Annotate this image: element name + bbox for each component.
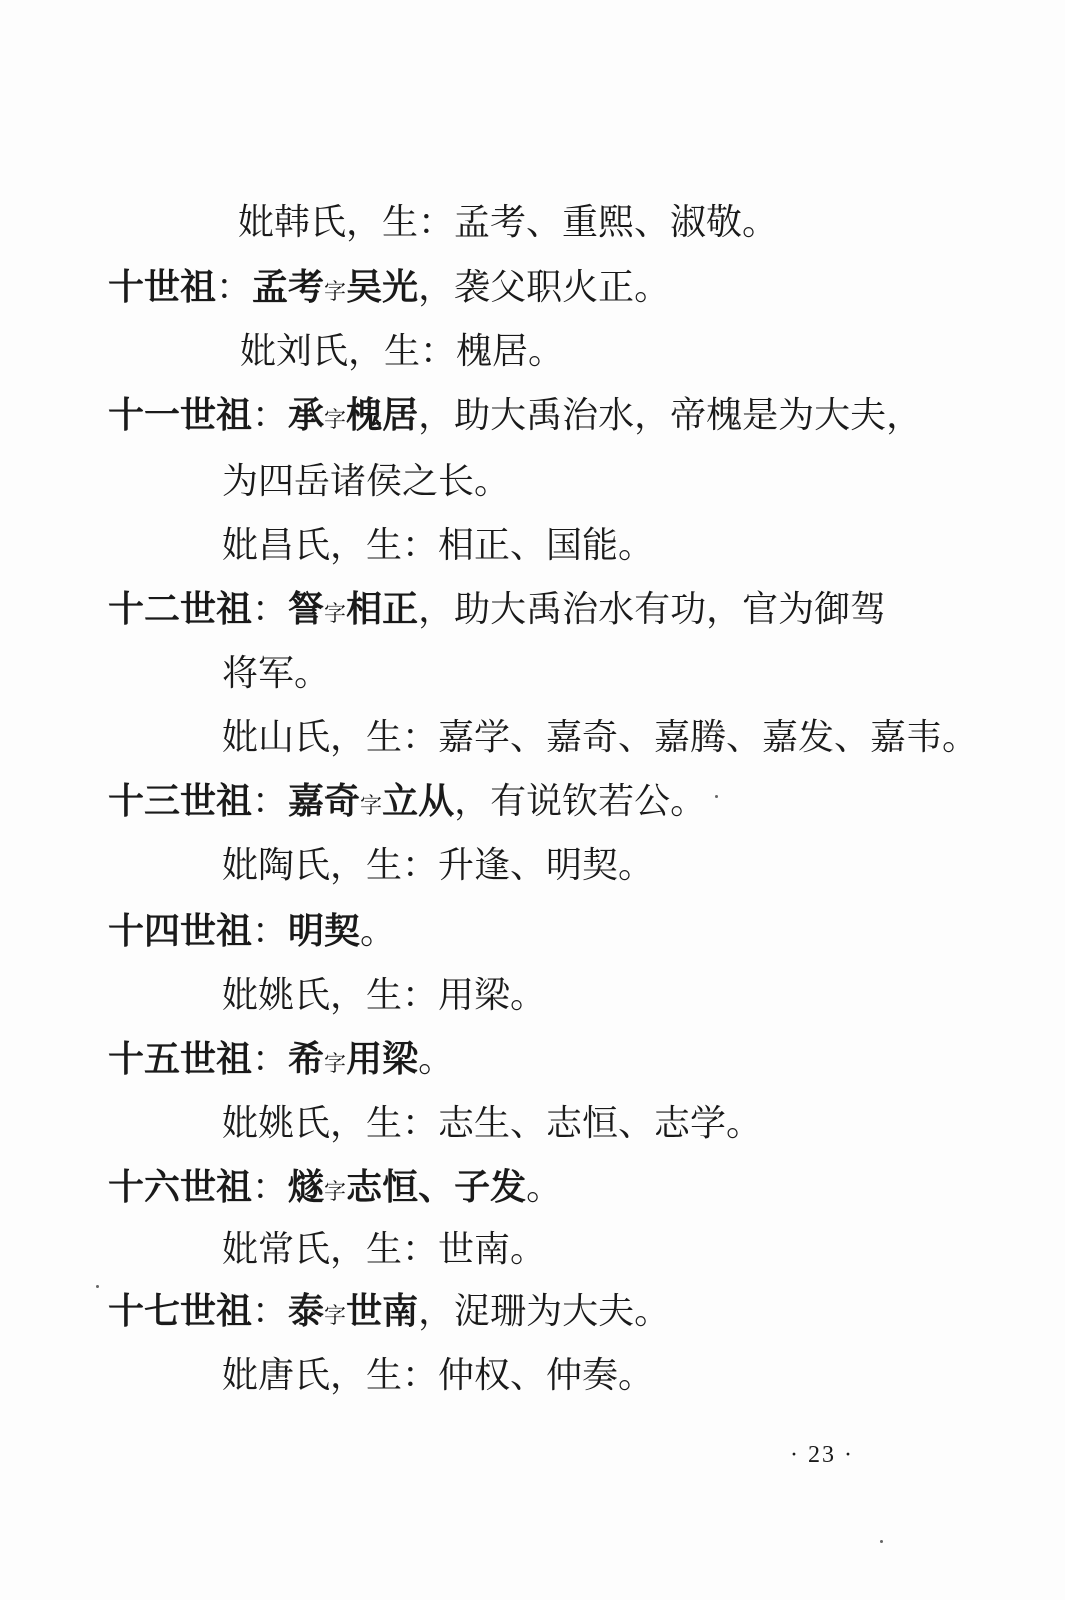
ancestor-heading [108,395,923,436]
generation-label: 十三世祖 [108,781,253,822]
courtesy-name: 志恒、子发 [346,1167,527,1208]
colon: ： [252,589,289,630]
ancestor-description: ，助大禹治水有功，官为御驾 [418,589,887,630]
scan-speck [96,1285,99,1288]
ancestor-heading [108,267,671,308]
colon: ： [216,267,253,308]
colon: ： [252,395,289,436]
generation-label: 十世祖 [108,267,217,308]
ancestor-name: 泰 [288,1291,325,1332]
generation-label: 十二世祖 [108,589,253,630]
courtesy-name: 相正 [346,589,419,630]
generation-label: 十六世祖 [108,1167,253,1208]
spouse-line: 妣韩氏，生：孟考、重熙、淑敬。 [238,202,779,243]
scan-speck [880,1540,883,1543]
spouse-line: 妣姚氏，生：志生、志恒、志学。 [222,1103,763,1144]
colon: ： [252,781,289,822]
colon: ： [252,1039,289,1080]
page-number: · 23 · [790,1442,854,1468]
spouse-line: 妣姚氏，生：用梁。 [222,975,547,1016]
ancestor-heading [108,781,707,822]
ancestor-heading [108,1167,563,1208]
courtesy-marker: 字 [324,602,347,627]
courtesy-name: 吴光 [346,267,419,308]
ancestor-description: ，有说钦若公。 [454,781,707,822]
ancestor-heading [108,589,887,630]
ancestor-description: ，浞珊为大夫。 [418,1291,671,1332]
generation-label: 十四世祖 [108,911,253,952]
ancestor-description: ，助大禹治水，帝槐是为大夫， [418,395,923,436]
courtesy-name: 槐居 [346,395,419,436]
colon: ： [252,1167,289,1208]
ancestor-description: 。 [360,911,397,952]
courtesy-marker: 字 [324,408,347,433]
ancestor-description: ，袭父职火正。 [418,267,671,308]
ancestor-name: 詧 [288,589,325,630]
generation-label: 十七世祖 [108,1291,253,1332]
ancestor-description: 。 [526,1167,563,1208]
spouse-line: 妣唐氏，生：仲权、仲奏。 [222,1355,655,1396]
spouse-line: 妣常氏，生：世南。 [222,1229,547,1270]
ancestor-name: 孟考 [252,267,325,308]
ancestor-heading [108,1039,455,1080]
courtesy-name: 立从 [382,781,455,822]
ancestor-name: 明契 [288,911,361,952]
courtesy-marker: 字 [324,1052,347,1077]
colon: ： [252,911,289,952]
courtesy-marker: 字 [324,1180,347,1205]
scan-speck [715,795,718,798]
continuation-line: 为四岳诸侯之长。 [222,461,511,502]
courtesy-marker: 字 [360,794,383,819]
ancestor-name: 嘉奇 [288,781,361,822]
ancestor-description: 。 [418,1039,455,1080]
continuation-line: 将军。 [222,653,331,694]
spouse-line: 妣陶氏，生：升逢、明契。 [222,845,655,886]
courtesy-name: 世南 [346,1291,419,1332]
courtesy-marker: 字 [324,1304,347,1329]
courtesy-marker: 字 [324,280,347,305]
courtesy-name: 用梁 [346,1039,419,1080]
ancestor-name: 承 [288,395,325,436]
ancestor-name: 燧 [288,1167,325,1208]
ancestor-name: 希 [288,1039,325,1080]
generation-label: 十五世祖 [108,1039,253,1080]
spouse-line: 妣昌氏，生：相正、国能。 [222,525,655,566]
colon: ： [252,1291,289,1332]
spouse-line: 妣山氏，生：嘉学、嘉奇、嘉腾、嘉发、嘉韦。 [222,717,979,758]
ancestor-heading [108,1291,671,1332]
generation-label: 十一世祖 [108,395,253,436]
ancestor-heading [108,911,397,952]
spouse-line: 妣刘氏，生：槐居。 [240,331,565,372]
